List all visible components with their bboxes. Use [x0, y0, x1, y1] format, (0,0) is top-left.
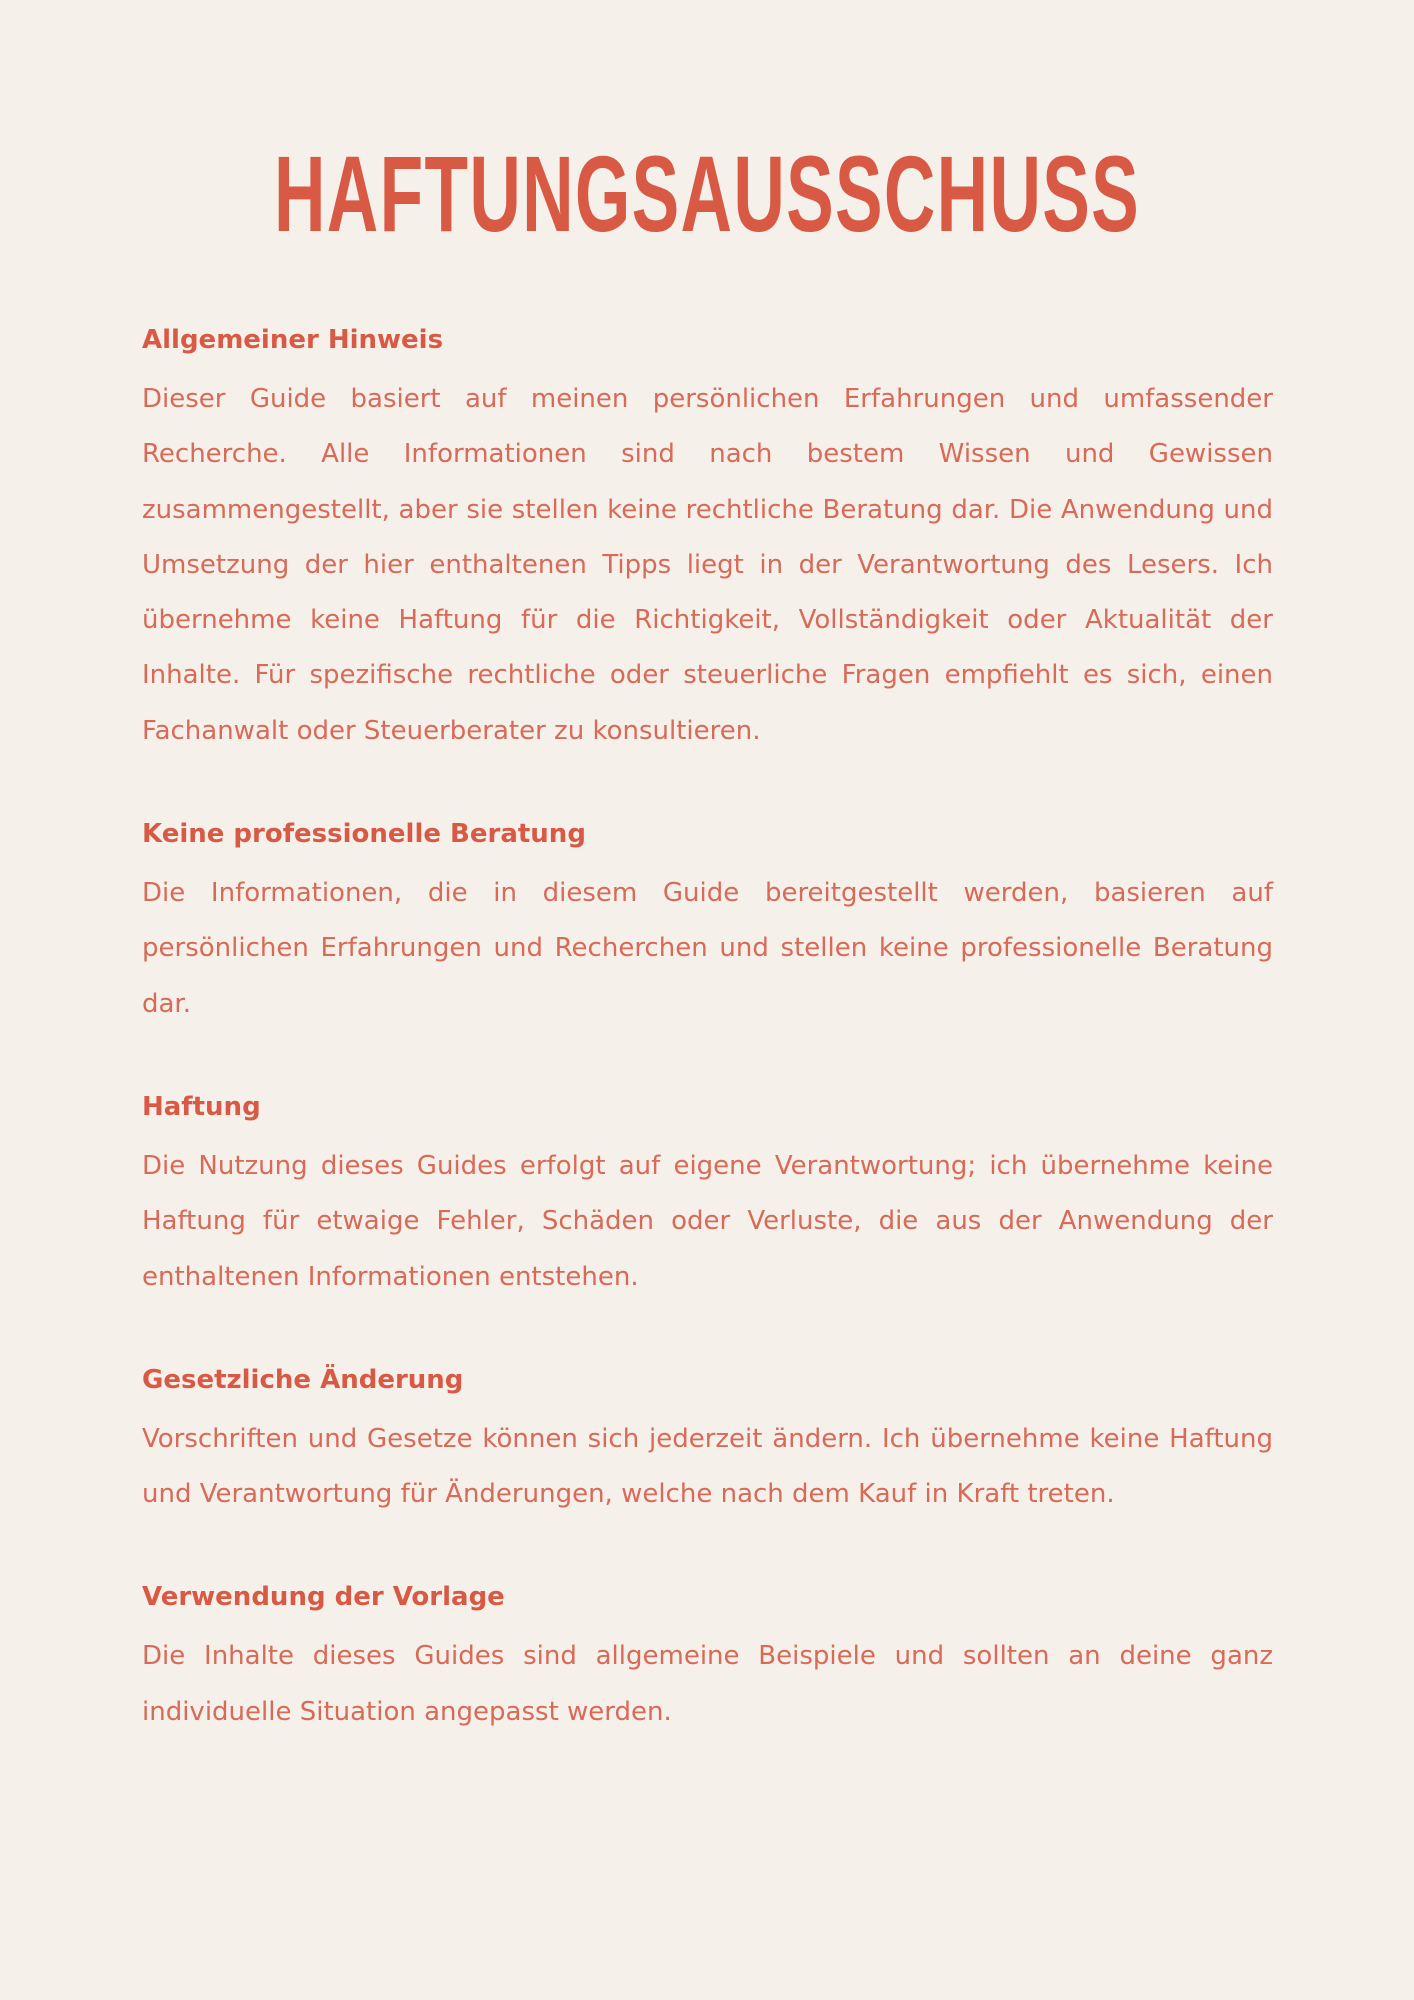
- section-text: Dieser Guide basiert auf meinen persönlichen Erfahrungen und umfassender Recherche. Alle Informationen sind nach bestem Wissen und Gewissen zusammengestellt, aber sie stellen keine rechtliche Beratung dar. Die Anwendung und Umsetzung der hier enthaltenen Tipps liegt in der Verantwortung des Lesers. Ich übernehme keine Haftung für die Richtigkeit, Vollständigkeit oder Aktualität der Inhalte. Für spezifische rechtliche oder steuerliche Fragen empfiehlt es sich, einen Fachanwalt oder Steuerberater zu konsultieren.: [142, 384, 1273, 746]
- section-text: Vorschriften und Gesetze können sich jederzeit ändern. Ich übernehme keine Haftung und Verantwortung für Änderungen, welche nach dem Kauf in Kraft treten.: [142, 1423, 1273, 1510]
- section-keine-professionelle-beratung: [142, 812, 1273, 1032]
- section-haftung: [142, 1085, 1273, 1305]
- section-text: Die Nutzung dieses Guides erfolgt auf eigene Verantwortung; ich übernehme keine Haftung für etwaige Fehler, Schäden oder Verluste, die aus der Anwendung der enthaltenen Informationen entstehen.: [142, 1150, 1273, 1292]
- content-area: [142, 318, 1273, 1793]
- section-heading: Gesetzliche Änderung: [142, 1364, 464, 1395]
- section-allgemeiner-hinweis: [142, 318, 1273, 759]
- section-heading: Verwendung der Vorlage: [142, 1582, 505, 1613]
- section-text: Die Informationen, die in diesem Guide bereitgestellt werden, basieren auf persönlichen Erfahrungen und Recherchen und stellen keine professionelle Beratung dar.: [142, 878, 1273, 1019]
- page-title: HAFTUNGSAUSSCHUSS: [274, 133, 1140, 254]
- section-text: Die Inhalte dieses Guides sind allgemeine Beispiele und sollten an deine ganz individuelle Situation angepasst werden.: [142, 1641, 1273, 1727]
- section-heading: Haftung: [142, 1091, 261, 1122]
- section-heading: Keine professionelle Beratung: [142, 819, 586, 850]
- section-gesetzliche-aenderung: [142, 1358, 1273, 1523]
- section-verwendung-der-vorlage: [142, 1575, 1273, 1740]
- section-heading: Allgemeiner Hinweis: [142, 325, 444, 355]
